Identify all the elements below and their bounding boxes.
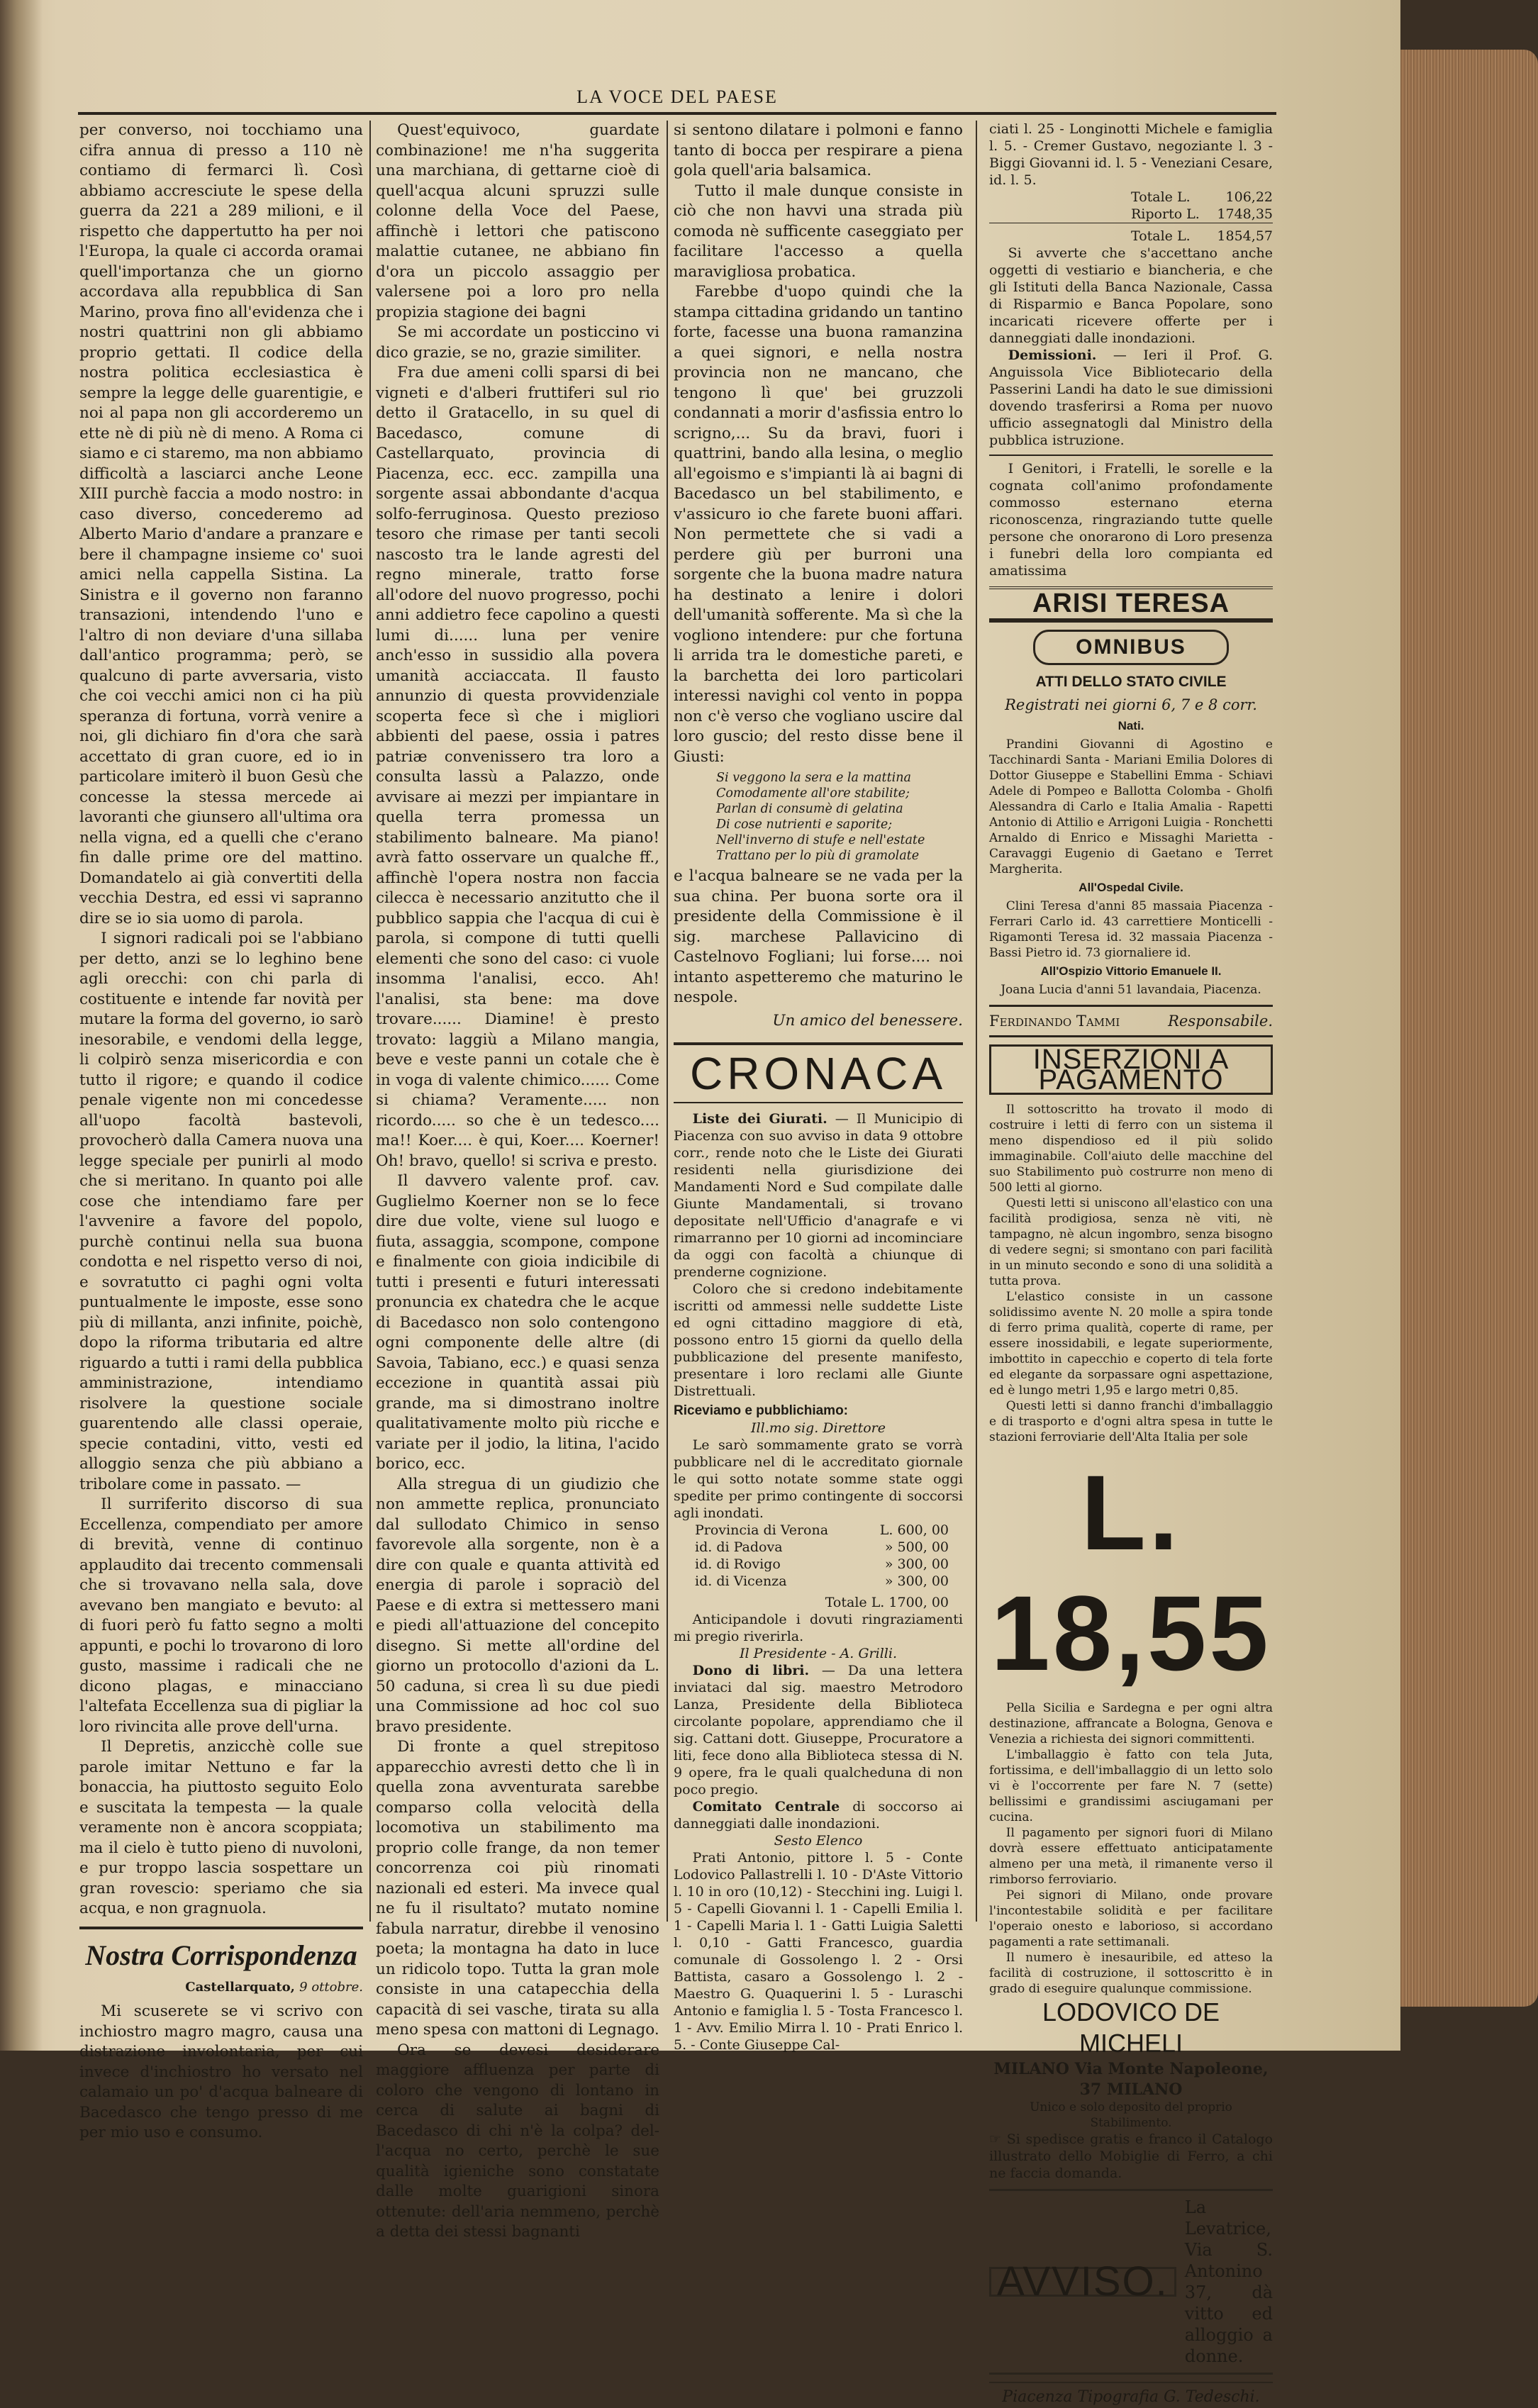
registry-text: Joana Lucia d'anni 51 lavandaia, Piacenza.	[1001, 982, 1261, 997]
section-subtitle: Registrati nei giorni 6, 7 e 8 corr.	[1005, 696, 1257, 713]
news-title: Dono di libri.	[692, 1663, 810, 1678]
article-paragraph: I signori radicali poi se l'abbiano per detto, anzi se lo leghino bene agli orecchi: con chi parla di costituente e intende far novità per mutare la forma del governo, io sarò inesorabile, e vendomi della legge, li colpirò senza misericordia e con tutto il rigore; e quando il codice penale vigente non mi concedesse all'uopo facoltà bastevoli, provocherò dalla Camera nuova una legge speciale per punirli al modo che si meritano. In quanto poi alle cose che intendiamo fare per l'avvenire a favore del popolo, purchè continui nella sua buona condotta e nel rispetto verso di noi, e sovratutto ci paghi ogni volta puntualmente le imposte, esse sono più di millanta, anzi infinite, poichè, dopo la riforma tributaria ed altre riguardo a tutti i rami della pubblica amministrazione, intendiamo risolvere la questione sociale guarentendo alle classi operaie, specie contadini, vitto, vesti ed alloggio senza che più abbiano a tribolare come in passato. —	[79, 930, 363, 1493]
article-paragraph: Quest'equivoco, guardate combinazione! me n'ha suggerita una marchiana, di gettarne cioè di quell'acqua alcuni spruzzi sulle colonne della Voce del Paese, affinchè i lettori che patiscono malattie cutanee, ne abbiano fin d'ora un piccolo assaggio per valersene poi a loro pro nella propizia stagione dei bagni	[376, 121, 659, 321]
salutation: Ill.mo sig. Direttore	[751, 1420, 886, 1436]
article-paragraph: Il surriferito discorso di sua Eccellenza, compendiato per amore di brevità, venne di continuo applaudito dai trecento commensali che si trovavano nella sala, dove avevano ben mangiato e bevuto: al di fuori però fu fatto segno a molti appunti, e pochi lo trovarono di loro gusto, massime i radicali che ne dicono plagas, e minacciano l'altefata Eccellenza sua di pigliar la loro rivincita alle prove dell'urna.	[79, 1495, 363, 1736]
news-text: ciati l. 25 - Longinotti Michele e famiglia l. 5. - Cremer Gustavo, negoziante l. 3 - Biggi Giovanni id. l. 5 - Veneziani Cesare, id. l. 5.	[989, 121, 1273, 188]
masthead: LA VOCE DEL PAESE	[576, 87, 778, 107]
poem-line: Si veggono la sera e la mattina	[716, 771, 911, 785]
ad-text: Pei signori di Milano, onde provare l'incontestabile solidità e per facilitare l'operaio onesto e laborioso, si accordano pagamenti a rate settimanali.	[989, 1888, 1273, 1949]
news-text: Si avverte che s'accettano anche oggetti di vestiario e biancheria, e che gli Istituti della Banca Nazionale, Cassa di Risparmio e Banca Popolare, sono incaricati ricevere offerte per i danneggiati dalle inondazioni.	[989, 245, 1273, 346]
subsection-title: All'Ospizio Vittorio Emanuele II.	[1040, 964, 1222, 978]
article-paragraph: Farebbe d'uopo quindi che la stampa cittadina gridando un tantino forte, facesse una buona ramanzina a quei signori, e nella nostra provincia non ne mancano, che tengono lì que' bei gruzzoli condannati a morir d'asfissia entro lo scrigno,... Su da bravi, fuori i quattrini, bando alla lesina, o meglio all'egoismo e s'impianti là ai bagni di Bacedasco un bel stabilimento, e v'assicuro io che farete buoni affari. Non permettete che si vadi a perdere giù per burroni una sorgente che la buona madre natura ha destinato a lenire i dolori dell'umanità sofferente. Ma sì che la vogliono intendere: pur che fortuna li arrida tra le domestiche pareti, e la barchetta dei loro particolari interessi navighi col vento in poppa non c'è verso che vogliano uscire dal loro guscio; del resto disse bene il Giusti:	[674, 283, 963, 766]
dateline	[79, 1978, 363, 1998]
article-paragraph: Alla stregua di un giudizio che non ammette replica, pronunciato dal sullodato Chimico in senso favorevole alla sorgente, non è a dire con quale e quanta attività ed energia di parole i sopraciò del Paese e di extra si mettessero mani e piedi all'attuazione del concepito disegno. Si mette all'ordine del giorno un protocollo d'azioni da L. 50 caduna, si crea lì su due piedi una Commissione ad hoc col suo bravo presidente.	[376, 1475, 659, 1736]
ad-text: Il sottoscritto ha trovato il modo di costruire i letti di ferro con un sistema il meno dispendioso ed il più solido immaginabile. Coll'aiuto delle macchine del suo Stabilimento può costrurre non meno di 500 letti al giorno.	[989, 1103, 1273, 1195]
table-total: Totale L. 1854,57	[1131, 228, 1273, 244]
catalog-note: ☞ Si spedisce gratis e franco il Catalogo illustrato dello Mobiglie di Ferro, a chi ne faccia domanda.	[989, 2131, 1273, 2181]
table-row: id. di Vicenza » 300, 00	[695, 1573, 949, 1589]
subsection-title: Nati.	[1118, 718, 1144, 732]
article-paragraph: per converso, noi tocchiamo una cifra annua di presso a 110 nè contiamo di fermarci lì. Così abbiamo accresciute le spese della guerra da 221 a 289 milioni, e il rispetto che dappertutto ha per noi l'Europa, la quale ci accorda oramai quell'importanza che un giorno accordava alla repubblica di San Marino, prova fino all'evidenza che i nostri quattrini non gli abbiamo proprio gettati. Il codice della nostra politica ecclesiastica è sempre la legge delle guarentigie, e noi al papa non gli accorderemo un ette nè di più nè di meno. A Roma ci siamo e ci staremo, ma non abbiamo difficoltà a lasciarci anche Leone XIII purchè faccia a modo nostro: in caso diverso, concederemo ad Alberto Mario d'andare a pranzare e bere il champagne insieme co' suoi amici nella cappella Sistina. La Sinistra e il governo non faranno transazioni, intendendo l'uno e l'altro di non deviare d'una sillaba dall'antico programma; però, se qualcuno di parte avversaria, visto che coi vecchi amici non ci ha più speranza di fortuna, vorrà venire a noi, gli dichiaro fin d'ora che sarà accettato di gran cuore, ed io in particolare imiterò il buon Gesù che concesse la stessa mercede ai lavoranti che giunsero all'ultima ora nella vigna, ed a quelli che c'erano fin dalle prime ore del mattino. Domandatelo ai già convertiti della vecchia Destra, ed essi vi sapranno dire se io sia uomo di parola.	[79, 121, 363, 927]
news-title: Riceviamo e pubblichiamo:	[674, 1403, 848, 1418]
editor-line	[989, 1005, 1273, 1038]
article-paragraph: Ora se devesi desiderare maggiore affluenza per parte di coloro che vengono di lontano in cerca di salute ai bagni di Bacedasco di chi n'è la colpa? del-l'acqua no certo, perchè le sue qualità igieniche sono constatate dalle molte guarigioni sinora ottenute: dell'aria nemmeno, perchè a detta dei stessi bagnanti	[376, 2041, 659, 2241]
news-text: di soccorso ai danneggiati dalle inondazioni.	[674, 1799, 963, 1832]
article-paragraph: Mi scuserete se vi scrivo con inchiostro magro magro, causa una distrazione involontaria, per cui invece d'inchiostro ho versato nel calamaio un po' d'acqua balneare di Bacedasco che tengo presso di me per mio uso e consumo.	[79, 2002, 363, 2141]
donations-table	[674, 1522, 963, 1611]
ad-price: L. 18,55	[991, 1453, 1271, 1693]
table-row: Totale L. 106,22	[1131, 189, 1273, 205]
article-paragraph: Di fronte a quel strepitoso apparecchio avresti detto che lì in quella zona avventurata sarebbe comparso colla velocità della locomotiva un stabilimento ma proprio colle frange, da non temer concorrenza coi più rinomati nazionali ed esteri. Ma invece qual ne fu il risultato? mutato nomine fabula narratur, direbbe il venosino poeta; la montagna ha dato in luce un ridicolo topo. Tutta la gran mole consiste in una catapecchia della capacità di sei vasche, tirata su alla meno spesa con mattoni di Legnago.	[376, 1738, 659, 2039]
column-4	[989, 121, 1273, 2406]
deceased-name: ARISI TERESA	[989, 586, 1273, 623]
avviso-title: AVVISO.	[989, 2267, 1176, 2297]
avviso-text: La Levatrice, Via S. Antonino 37, dà vitto ed alloggio a donne.	[1184, 2197, 1273, 2366]
table-row: Provincia di Verona L. 600, 00	[695, 1522, 949, 1538]
editor-role: Responsabile.	[1168, 1012, 1273, 1030]
advertiser-address: MILANO Via Monte Napoleone, 37 MILANO	[993, 2060, 1269, 2099]
poem-line: Comodamente all'ore stabilite;	[716, 786, 910, 801]
dateline-date: 9 ottobre.	[299, 1979, 363, 1995]
poem-line: Nell'inverno di stufe e nell'estate	[716, 833, 925, 847]
list-subtitle: Sesto Elenco	[774, 1833, 863, 1849]
ad-text: Il pagamento per signori fuori di Milano dovrà essere effettuato anticipatamente almeno per una metà, il rimanente verso il rimborso ferroviario.	[989, 1826, 1273, 1887]
news-text: — Il Municipio di Piacenza con suo avviso in data 9 ottobre corr., rende noto che le Liste dei Giurati residenti nella giurisdizione dei Mandamenti Nord e Sud compilate dalle Giunte Mandamentali, si trovano depositate nell'Ufficio d'anagrafe e vi rimarranno per 10 giorni ad incominciare da oggi con facoltà a chiunque di prenderne cognizione.	[674, 1111, 964, 1280]
poem-line: Trattano per lo più di gramolate	[716, 849, 920, 863]
dateline-place: Castellarquato,	[185, 1979, 295, 1995]
poem	[716, 770, 963, 864]
poem-line: Parlan di consumè di gelatina	[716, 802, 903, 816]
advertiser-name: LODOVICO DE MICHELI	[1042, 1997, 1220, 2058]
registry-text: Prandini Giovanni di Agostino e Tacchinardi Santa - Mariani Emilia Dolores di Dottor Giuseppe e Stabellini Emma - Schiavi Adele di Pompeo e Ballotta Colomba - Gholfi Alessandra di Carlo e Italia Amalia - Rapetti Antonio di Attilio e Arrigoni Luigia - Ronchetti Arnaldo di Enrico e Missaghi Marietta - Caravaggi Eugenio di Gaetano e Terret Margherita.	[989, 737, 1273, 876]
column-1	[79, 121, 363, 2141]
registry-text: Clini Teresa d'anni 85 massaia Piacenza - Ferrari Carlo id. 43 carrettiere Monticelli - Rigamonti Teresa id. 32 massaia Piacenza - Bassi Pietro id. 73 giornaliere id.	[989, 898, 1273, 960]
poem-line: Di cose nutrienti e saporite;	[716, 818, 893, 832]
news-text: Anticipandole i dovuti ringraziamenti mi pregio riverirla.	[674, 1612, 963, 1644]
ad-text: L'elastico consiste in un cassone solidissimo avente N. 20 molle a spira tonde di ferro prima qualità, coperte di rame, per essere inossidabili, e legate superiormente, imbottito in capecchio e coperto di tela forte ed elegante da sorpassare ogni aspettazione, ed è lungo metri 1,95 e largo metri 0,85.	[989, 1290, 1273, 1398]
article-paragraph: Il davvero valente prof. cav. Guglielmo Koerner non se lo fece dire due volte, viene sul luogo e fiuta, assaggia, scompone, compone e finalmente con gioia indicibile di tutti i presenti e futuri interessati pronuncia ex chatedra che le acque di Bacedasco non solo contengono ogni componente delle altre (di Savoia, Tabiano, ecc.) e quasi senza eccezione in quantità assai più grande, ma si dimostrano inoltre qualitativamente molto più ricche e variate per il jodio, la litina, l'acido borico, ecc.	[376, 1172, 659, 1473]
column-divider	[369, 121, 371, 1922]
article-paragraph: si sentono dilatare i polmoni e fanno tanto di bocca per respirare a piena gola quell'aria balsamica.	[674, 121, 963, 179]
news-text: Coloro che si credono indebitamente iscritti od ammessi nelle suddette Liste ed ogni cittadino maggiore di età, possono entro 15 giorni da quello della pubblicazione del presente manifesto, presentare i loro reclami alle Giunte Distrettuali.	[674, 1281, 963, 1399]
advertiser-note: Unico e solo deposito del proprio Stabilimento.	[1030, 2100, 1232, 2130]
table-row: Riporto L. 1748,35	[989, 206, 1273, 223]
masthead-rule	[78, 112, 1276, 115]
notice-text: I Genitori, i Fratelli, le sorelle e la cognata coll'animo profondamente commosso esternano eterna riconoscenza, ringraziando tutte quelle persone che onorarono di Loro presenza i funebri della loro compianta ed amatissima	[989, 461, 1273, 579]
table-row: id. di Padova » 500, 00	[695, 1539, 949, 1555]
gutter-shadow	[0, 0, 43, 2051]
article-paragraph: Tutto il male dunque consiste in ciò che non havvi una strada più comoda nè sufficente caseggiato per facilitare l'accesso a quella maravigliosa probatica.	[674, 182, 963, 281]
ad-text: Questi letti si danno franchi d'imballaggio e di trasporto e d'ogni altra spesa in tutte le stazioni ferroviarie dell'Alta Italia per sole	[989, 1399, 1273, 1444]
column-divider	[976, 121, 977, 1922]
table-row: id. di Rovigo » 300, 00	[695, 1556, 949, 1572]
column-divider	[667, 121, 668, 1922]
column-3	[674, 121, 964, 2053]
article-paragraph: e l'acqua balneare se ne vada per la sua china. Per buona sorte ora il presidente della Commissione è il sig. marchese Pallavicino di Castelnovo Fogliani; lui forse.... noi intanto aspetteremo che maturino le nespole.	[674, 867, 963, 1006]
news-title: Liste dei Giurati.	[692, 1111, 827, 1127]
ad-text: Pella Sicilia e Sardegna e per ogni altra destinazione, affrancate a Bologna, Genova e Venezia a richiesta dei signori committenti.	[989, 1701, 1273, 1746]
avviso-ad	[989, 2189, 1273, 2375]
editor-name: Ferdinando Tammi	[989, 1012, 1120, 1030]
article-signature: Un amico del benessere.	[772, 1011, 963, 1030]
ad-text: Questi letti si uniscono all'elastico con una facilità prodigiosa, senza nè viti, nè tampagno, nè alcun ingombro, senza bisogno di vedere segni; si smontano con pari facilità in un minuto secondo e sono di una solidità a tutta prova.	[989, 1196, 1273, 1288]
table-total: Totale L. 1700, 00	[825, 1595, 949, 1610]
news-text: Le sarò sommamente grato se vorrà pubblicare nel di le accreditato giornale le qui sotto notate somme state oggi spedite per primo contingente di soccorsi agli inondati.	[674, 1437, 963, 1521]
correspondence-title: Nostra Corrispondenza	[79, 1927, 363, 1973]
subsection-title: All'Ospedal Civile.	[1079, 880, 1183, 894]
news-title: Comitato Centrale	[692, 1799, 840, 1815]
news-title: Demissioni.	[1008, 347, 1097, 363]
ad-text: L'imballaggio è fatto con tela Juta, fortissima, e dell'imballaggio di un letto solo vi è l'occorrente per fare N. 7 (sette) bellissimi e grandissimi asciugamani per cucina.	[989, 1748, 1273, 1824]
news-text: Prati Antonio, pittore l. 5 - Conte Lodovico Pallastrelli l. 10 - D'Aste Vittorio l. 10 in oro (10,12) - Stecchini ing. Luigi l. 5 - Capelli Giovanni l. 1 - Capelli Emilia l. 1 - Capelli Maria l. 1 - Gatti Luigia Saletti l. 0,10 - Gatti Francesco, guardia comunale di Gossolengo l. 2 - Orsi Battista, casaro a Gossolengo l. 2 - Maestro G. Quaquerini l. 5 - Luraschi Antonio e famiglia l. 5 - Tosta Francesco l. 1 - Avv. Emilio Mirra l. 10 - Prati Enrico l. 5. - Conte Giuseppe Cal-	[674, 1850, 963, 2053]
article-paragraph: Se mi accordate un posticcino vi dico grazie, se no, grazie similiter.	[376, 323, 659, 362]
printer-footer: Piacenza Tipografia G. Tedeschi.	[989, 2382, 1273, 2408]
column-2	[376, 121, 659, 2241]
section-title: ATTI DELLO STATO CIVILE	[1035, 673, 1227, 690]
article-paragraph: Il Depretis, anzicchè colle sue parole imitar Nettuno e far la bonaccia, ha piuttosto seguito Eolo e suscitata la tempesta — la quale veramente non è ancora scoppiata; ma il cielo è tutto pieno di nuvoloni, e pur troppo lascia sospettare un gran rovescio: speriamo che sia acqua, e non gragnuola.	[79, 1738, 363, 1917]
news-text: — Ieri il Prof. G. Anguissola Vice Bibliotecario della Passerini Landi ha dato le sue dimissioni dovendo trasferirsi a Roma per nuovo ufficio assegnatogli dal Ministro della pubblica istruzione.	[989, 347, 1273, 448]
ad-text: Il numero è inesauribile, ed atteso la facilità di costruzione, il sottoscritto è in grado di eseguire qualunque commissione.	[989, 1951, 1273, 1996]
cronaca-heading: CRONACA	[674, 1042, 963, 1103]
book-page-edges	[1400, 50, 1538, 2007]
news-text: — Da una lettera inviataci dal sig. maestro Metrodoro Lanza, Presidente della Biblioteca circolante popolare, apprendiamo che il sig. Cattani dott. Giuseppe, Procuratore a liti, fece dono alla Biblioteca stessa di N. 9 opere, fra le quali qualcheduna di non poco pregio.	[674, 1663, 963, 1797]
article-paragraph: Fra due ameni colli sparsi di bei vigneti e d'alberi fruttiferi sul rio detto il Gratacello, in su quel di Bacedasco, comune di Castellarquato, provincia di Piacenza, ecc. ecc. zampilla una sorgente assai abbondante d'acqua solfo-ferruginosa. Questo prezioso tesoro che rimase per tanti secoli nascosto tra le lande agresti del regno minerale, tratto forse all'odore del nuovo progresso, pochi anni addietro fece capolino a questi lumi di...... luna per venire anch'esso in sussidio alla povera umanità acciaccata. Il fausto annunzio di questa provvidenziale scoperta fece sì che i migliori abbienti del paese, ossia i patres patriæ convenissero tra loro a consulta lassù a Palazzo, onde avvisare ai mezzi per impiantare in quella terra promessa un stabilimento balneare. Ma piano! avrà fatto osservare un qualche ff., affinchè l'opera nostra non faccia cilecca è necessario anzitutto che il pubblico sappia che l'acqua di cui è parola, si compone di tutti quelli elementi che sono del caso: ci vuole insomma l'analisi, ecco. Ah! l'analisi, sta bene: ma dove trovare...... Diamine! è presto trovato: laggiù a Milano mangia, beve e veste panni un cotale che è in voga di valente chimico...... Come si chiama? Veramente..... non ricordo..... so che è un tedesco.... ma!! Koer.... è qui, Koer.... Koerner! Oh! bravo, quello! si scriva e presto.	[376, 364, 659, 1170]
ads-heading: INSERZIONI A PAGAMENTO	[989, 1044, 1273, 1095]
news-signature: Il Presidente - A. Grilli.	[740, 1646, 897, 1661]
omnibus-banner: OMNIBUS	[1033, 630, 1229, 665]
